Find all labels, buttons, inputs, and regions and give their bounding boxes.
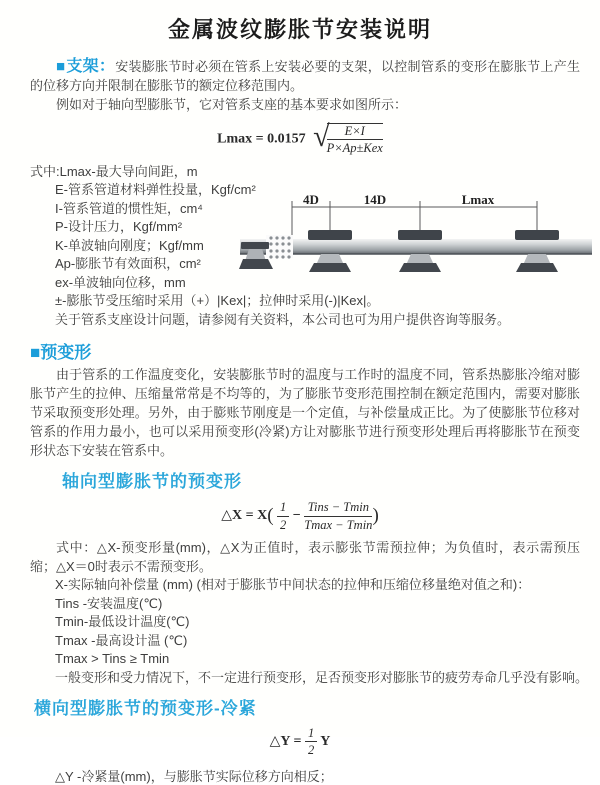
section-heading-support [56,58,115,75]
fraction-denominator: 2 [280,517,287,532]
square-bullet-icon: ■ [56,58,66,75]
fraction-denominator: P×Ap±Kex [326,141,383,156]
definition-line: E-管系管道材料弹性投量，Kgf/cm² [55,182,256,198]
bellows-section [266,235,293,259]
lateral-subsection-heading: 横向型膨胀节的预变形-冷紧 [34,699,257,718]
dim-label-14d: 14D [363,191,387,207]
axial-formula [0,500,600,532]
fraction-numerator: Tins − Tmin [304,500,372,516]
definition-line: 式中:Lmax-最大导向间距，m [30,163,198,179]
definitions-block [0,163,600,330]
axial-subsection-heading: 轴向型膨胀节的预变形 [62,472,242,492]
support-paragraph-text: 安装膨胀节时必须在管系上安装必要的支架，以控制管系的变形在膨胀节上产生的位移方向并限制在膨胀节的额定位移范围内。 [30,59,580,93]
fraction-denominator: Tmax − Tmin [304,517,373,532]
minus-sign: − [292,508,301,524]
definition-line: Tins -安装温度(℃) [55,595,163,611]
predeform-paragraph: 由于管系的工作温度变化，安装膨胀节时的温度与工作时的温度不同，管系热膨胀冷缩对膨胀节产生的拉伸、压缩量常常是不均等的，为了膨胀节变形范围控制在额定范围内，需要对膨胀节采取预变形处理。另外，由于膨账节刚度是一个定值，与补偿量成正比。为了使膨胀节位移对管系的作用力最小，也可以采用预变形(冷紧)方让对膨胀节进行预变形处理后再将膨胀节在预变形状态下安装在管系中。 [30,367,580,459]
support-paragraph [0,57,600,95]
fraction-denominator: 2 [307,743,315,758]
sqrt-radical-icon: √ [313,120,330,154]
square-bullet-icon: ■ [30,343,41,363]
definition-line: Tmax -最高设计温 (℃) [55,632,188,648]
fraction-numerator: E×I [327,124,383,140]
fraction-numerator: 1 [305,726,317,742]
lateral-formula-rhs: Y [320,734,331,750]
lateral-note-line: △Y -冷紧量(mm)，与膨胀节实际位移方向相反； [55,768,333,784]
lateral-formula [0,726,600,758]
page-title: 金属波纹膨胀节安装说明 [167,17,432,42]
axial-explanation-paragraph: 式中：△X-预变形量(mm)，△X为正值时，表示膨张节需预拉伸；为负值时，表示需预压缩；△X＝0时表示不需预变形。 [30,540,580,574]
example-paragraph: 例如对于轴向型膨胀节，它对管系支座的基本要求如图所示： [56,97,408,112]
section-heading-predeform-label: 预变形 [40,343,92,363]
definition-line: ex-单波轴向位移，mm [55,274,186,290]
definition-line: K-单波轴向刚度；Kgf/mm [55,237,204,253]
definition-line: 一般变形和受力情况下，不一定进行预变形，足否预变形对膨胀节的疲劳寿命几乎没有影响。 [55,669,589,685]
definition-line: Tmax > Tins ≥ Tmin [55,651,170,666]
fraction-numerator: 1 [277,500,289,516]
definition-line: P-设计压力，Kgf/mm² [55,219,183,235]
lmax-formula-fraction [327,123,383,156]
axial-formula-lhs: △X = X [221,508,268,524]
lmax-formula-lhs: Lmax = 0.0157 [217,131,306,147]
close-paren: ) [372,505,379,527]
definition-line: Ap-膨胀节有效面积，cm² [55,256,201,272]
axial-definition-lines [0,576,600,687]
definition-line: ±-膨胀节受压缩时采用（+）|Kex|；拉伸时采用(-)|Kex|。 [55,293,380,309]
open-paren: ( [267,505,274,527]
section-heading-predeform [0,338,600,363]
lateral-formula-lhs: △Y = [269,734,302,750]
section-heading-support-label: 支架： [66,58,116,75]
half-fraction [277,500,289,532]
half-fraction [305,726,317,758]
temperature-fraction [304,500,372,532]
definition-line: 关于管系支座设计问题，请参阅有关资料，本公司也可为用户提供咨询等服务。 [55,311,511,327]
dim-label-4d: 4D [303,191,319,207]
dim-label-lmax: Lmax [461,191,495,207]
lmax-formula [0,120,600,156]
definition-line: Tmin-最低设计温度(℃) [55,614,190,629]
pipe-support-diagram [240,193,598,293]
definition-line: I-管系管道的惯性矩，cm⁴ [55,200,203,216]
definition-line: X-实际轴向补偿量 (mm) (相对于膨胀节中间状态的拉伸和压缩位移量绝对值之和)： [55,577,531,592]
